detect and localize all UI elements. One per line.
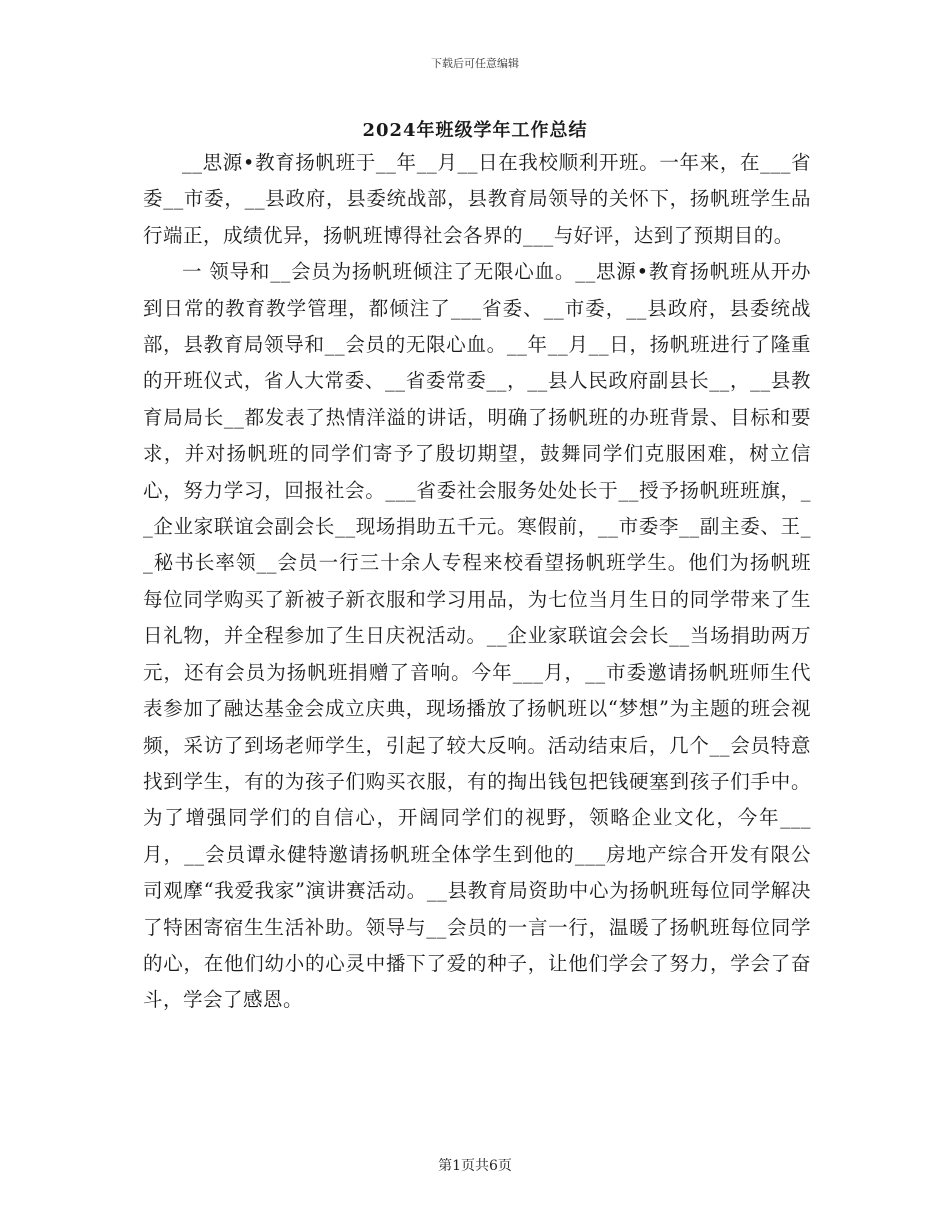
document-title: 2024年班级学年工作总结 (362, 120, 588, 141)
header-note: 下载后可任意编辑 (431, 57, 519, 70)
document-body (143, 145, 811, 1019)
paragraph-intro: __思源•教育扬帆班于__年__月__日在我校顺利开班。一年来，在___省委__市委，__县政府，县委统战部，县教育局领导的关怀下，扬帆班学生品行端正，成绩优异，扬帆班博得社会各界的___与好评，达到了预期目的。 (143, 151, 811, 247)
paragraph-section-one: 一 领导和__会员为扬帆班倾注了无限心血。__思源•教育扬帆班从开办到日常的教育教学管理，都倾注了___省委、__市委，__县政府，县委统战部，县教育局领导和__会员的无限心血。__年__月__日，扬帆班进行了隆重的开班仪式，省人大常委、__省委常委__，__县人民政府副县长__，__县教育局局长__都发表了热情洋溢的讲话，明确了扬帆班的办班背景、目标和要求，并对扬帆班的同学们寄予了殷切期望，鼓舞同学们克服困难，树立信心，努力学习，回报社会。___省委社会服务处处长于__授予扬帆班班旗，__企业家联谊会副会长__现场捐助五千元。寒假前，__市委李__副主委、王__秘书长率领__会员一行三十余人专程来校看望扬帆班学生。他们为扬帆班每位同学购买了新被子新衣服和学习用品，为七位当月生日的同学带来了生日礼物，并全程参加了生日庆祝活动。__企业家联谊会会长__当场捐助两万元，还有会员为扬帆班捐赠了音响。今年___月，__市委邀请扬帆班师生代表参加了融达基金会成立庆典，现场播放了扬帆班以“梦想”为主题的班会视频，采访了到场老师学生，引起了较大反响。活动结束后，几个__会员特意找到学生，有的为孩子们购买衣服，有的掏出钱包把钱硬塞到孩子们手中。为了增强同学们的自信心，开阔同学们的视野，领略企业文化，今年___月，__会员谭永健特邀请扬帆班全体学生到他的___房地产综合开发有限公司观摩“我爱我家”演讲赛活动。__县教育局资助中心为扬帆班每位同学解决了特困寄宿生生活补助。领导与__会员的一言一行，温暖了扬帆班每位同学的心，在他们幼小的心灵中播下了爱的种子，让他们学会了努力，学会了奋斗，学会了感恩。 (143, 260, 811, 1012)
page-footer: 第1页共6页 (438, 1158, 512, 1174)
